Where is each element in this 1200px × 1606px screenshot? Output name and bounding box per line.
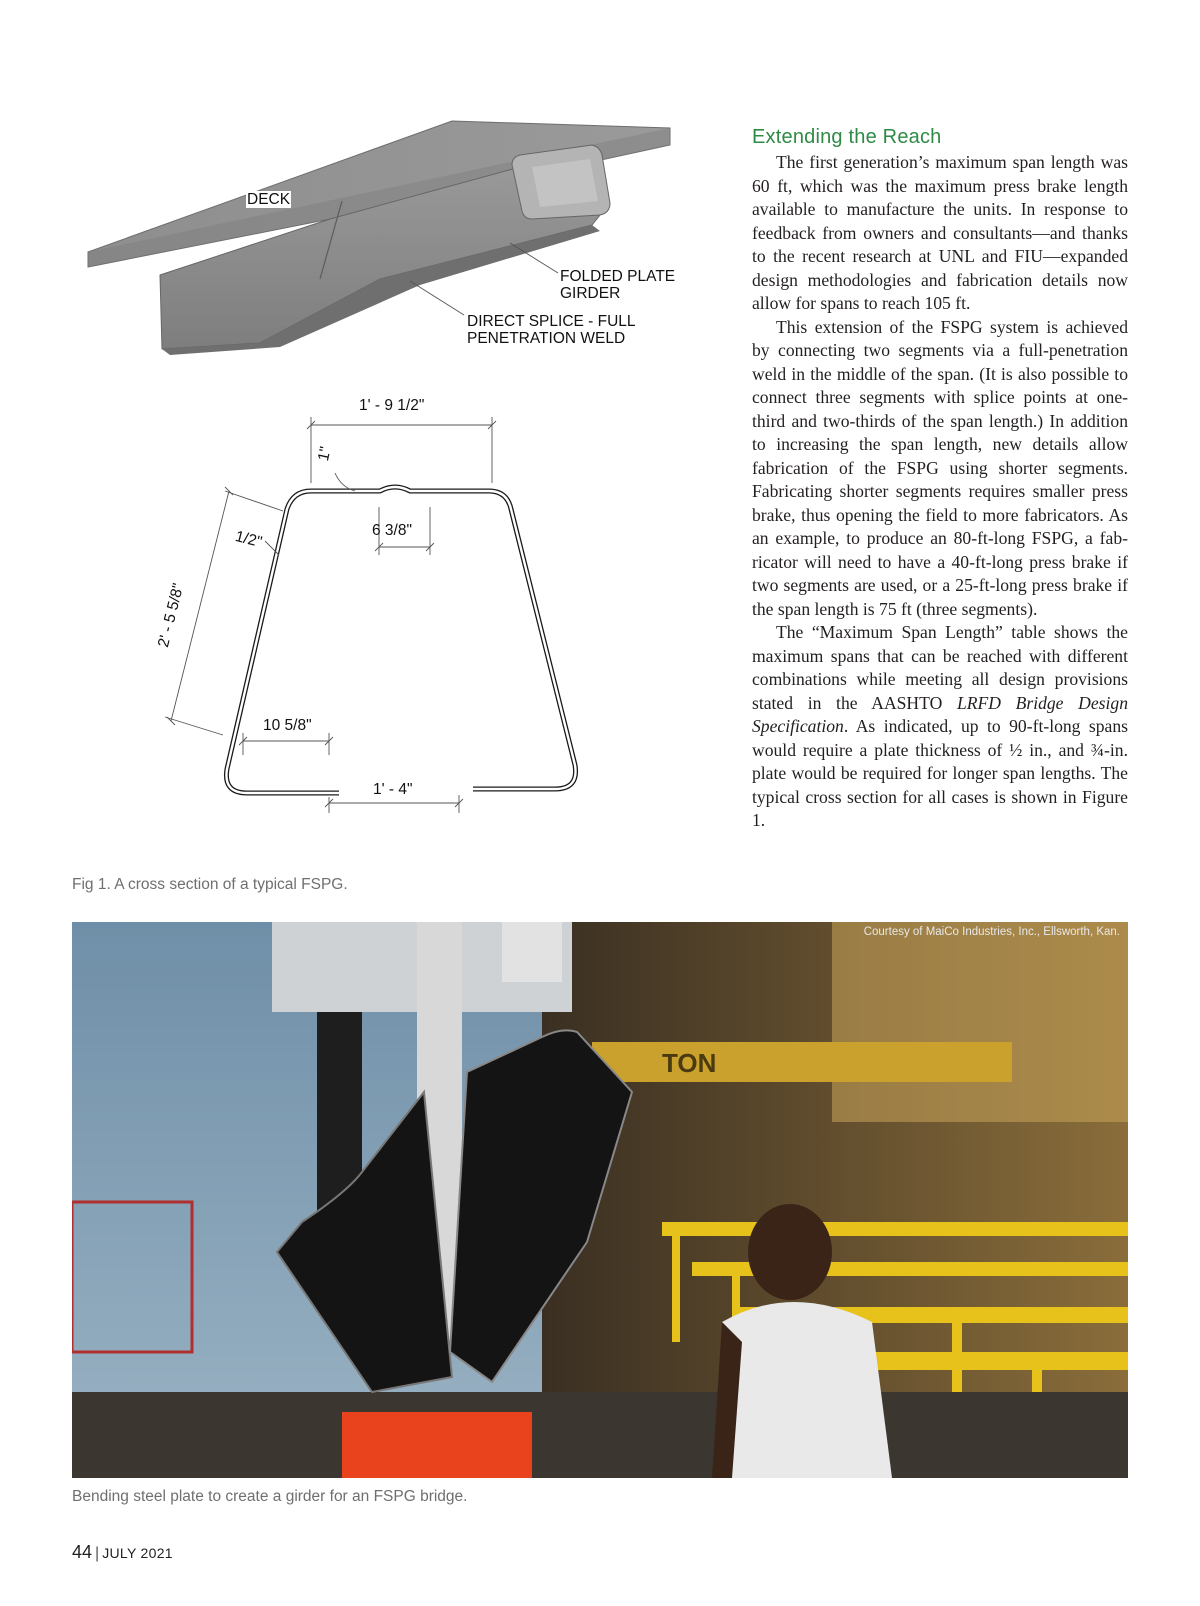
dim-top-flange: 6 3/8" — [372, 522, 412, 539]
page-number: 44 — [72, 1542, 93, 1562]
article-column — [752, 126, 1128, 833]
press-brake-photo-illustration — [72, 922, 1128, 1478]
dim-height: 2' - 5 5/8" — [155, 581, 188, 650]
splice-label — [467, 313, 636, 347]
crane-sign-text: TON — [662, 1048, 717, 1078]
splice-label-line1: DIRECT SPLICE - FULL — [467, 313, 636, 330]
article-heading: Extending the Reach — [752, 126, 942, 148]
article-paragraph-3 — [752, 621, 1128, 833]
dim-top-width: 1' - 9 1/2" — [359, 397, 425, 414]
splice-leader — [410, 281, 464, 315]
article-paragraph-2: This extension of the FSPG system is achieved by connecting two segments via a full-penetration weld in the middle of the span. (It is also possible to connect three segments with splice points at one-third and two-thirds of the span length.) In addition to increasing the span length, new details allow fabrication of the FSPG using shorter segments. Fabricating shorter segments requires smaller press brake, thus opening the field to more fabricators. As an example, to produce an 80-ft-long FSPG, a fabricator will need to have a 40-ft-long press brake if two segments are used, or a 25-ft-long press brake if the span length is 75 ft (three segments). — [752, 316, 1128, 619]
folded-girder-label-line2: GIRDER — [560, 285, 621, 302]
article-paragraph-1: The first generation’s maximum span length was 60 ft, which was the maximum press brake length available to manufacture the units. In response to feedback from owners and consultants—and thanks to the recent research at UNL and FIU—expanded design methodologies and fabrication details now allow for spans to reach 105 ft. — [752, 152, 1128, 313]
article-paragraph-3-text-b: . As indicated, up to 90-ft-long spans would require a plate thickness of ½ in., and ¾-in. plate would be required for longer span lengths. The typical cross section for all cases is shown in Figure 1. — [752, 716, 1128, 830]
folded-girder-label — [560, 268, 675, 302]
dim-bump: 1" — [315, 445, 335, 463]
press-brake-photo — [72, 922, 1128, 1478]
article-paragraph-3-text-a: The “Maximum Span Length” table shows the maximum spans that can be reached with different combinations while meeting all design provisions stated in the AASHTO — [752, 622, 1128, 713]
dim-gap: 1' - 4" — [373, 781, 413, 798]
folded-girder-label-line1: FOLDED PLATE — [560, 268, 676, 285]
cross-section-figure — [155, 395, 615, 850]
issue-date: JULY 2021 — [102, 1545, 173, 1561]
photo-credit: Courtesy of MaiCo Industries, Inc., Ellsworth, Kan. — [863, 926, 1120, 938]
deck-label: DECK — [247, 191, 291, 208]
dim-bottom-flange: 10 5/8" — [263, 717, 312, 734]
dim-radius: 1/2" — [233, 527, 264, 552]
photo-caption: Bending steel plate to create a girder for an FSPG bridge. — [72, 1488, 468, 1505]
girder-3d-figure — [80, 115, 720, 370]
footer-separator: | — [95, 1545, 100, 1562]
fig1-caption: Fig 1. A cross section of a typical FSPG. — [72, 876, 348, 893]
splice-label-line2: PENETRATION WELD — [467, 330, 626, 347]
article-spec-title: LRFD Bridge Design Specification — [752, 692, 1128, 736]
page-footer — [72, 1542, 173, 1563]
